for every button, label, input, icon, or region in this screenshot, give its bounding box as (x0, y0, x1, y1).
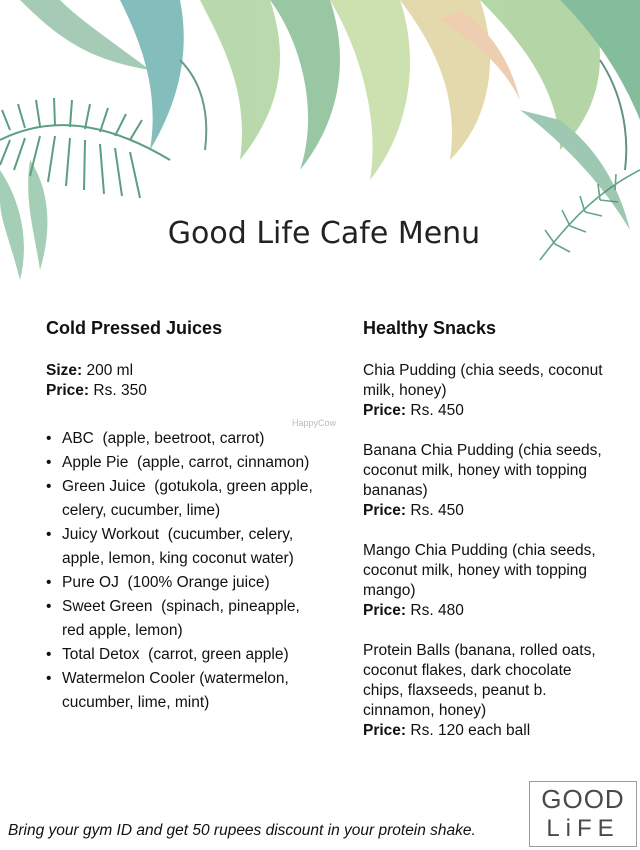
logo-line2: LiFE (546, 815, 620, 842)
snacks-heading: Healthy Snacks (363, 318, 497, 338)
list-item: Banana Chia Pudding (chia seeds, coconut milk, honey with topping bananas) Price: Rs. 450 (363, 442, 602, 519)
juice-list (46, 427, 326, 715)
list-item: • Pure OJ (100% Orange juice) (46, 574, 270, 591)
size-value: 200 ml (86, 362, 134, 379)
list-item: • ABC (apple, beetroot, carrot) (46, 430, 265, 447)
juices-section (46, 318, 326, 715)
price-label: Price: (46, 382, 90, 399)
list-item: • Sweet Green (spinach, pineapple, red apple, lemon) (46, 598, 300, 639)
watermark: HappyCow (292, 418, 337, 428)
list-item: Chia Pudding (chia seeds, coconut milk, honey) Price: Rs. 450 (363, 362, 603, 419)
list-item: • Green Juice (gotukola, green apple, celery, cucumber, lime) (46, 478, 313, 519)
footer-note: Bring your gym ID and get 50 rupees discount in your protein shake. (8, 822, 476, 839)
snacks-section (363, 318, 603, 761)
logo-line1: GOOD (541, 784, 625, 814)
list-item: Protein Balls (banana, rolled oats, coconut flakes, dark chocolate chips, flaxseeds, peanut b. cinnamon, honey) Price: Rs. 120 each ball (363, 642, 596, 739)
page-title: Good Life Cafe Menu (167, 216, 481, 251)
list-item: • Total Detox (carrot, green apple) (46, 646, 289, 663)
juices-meta (46, 361, 326, 401)
juices-heading: Cold Pressed Juices (46, 318, 223, 338)
list-item: Mango Chia Pudding (chia seeds, coconut milk, honey with topping mango) Price: Rs. 480 (363, 542, 596, 619)
good-life-logo (529, 781, 637, 847)
list-item: • Watermelon Cooler (watermelon, cucumber, lime, mint) (46, 670, 289, 711)
list-item: • Juicy Workout (cucumber, celery, apple, lemon, king coconut water) (46, 526, 294, 567)
size-label: Size: (46, 362, 83, 379)
price-value: Rs. 350 (93, 382, 147, 399)
list-item: • Apple Pie (apple, carrot, cinnamon) (46, 454, 310, 471)
